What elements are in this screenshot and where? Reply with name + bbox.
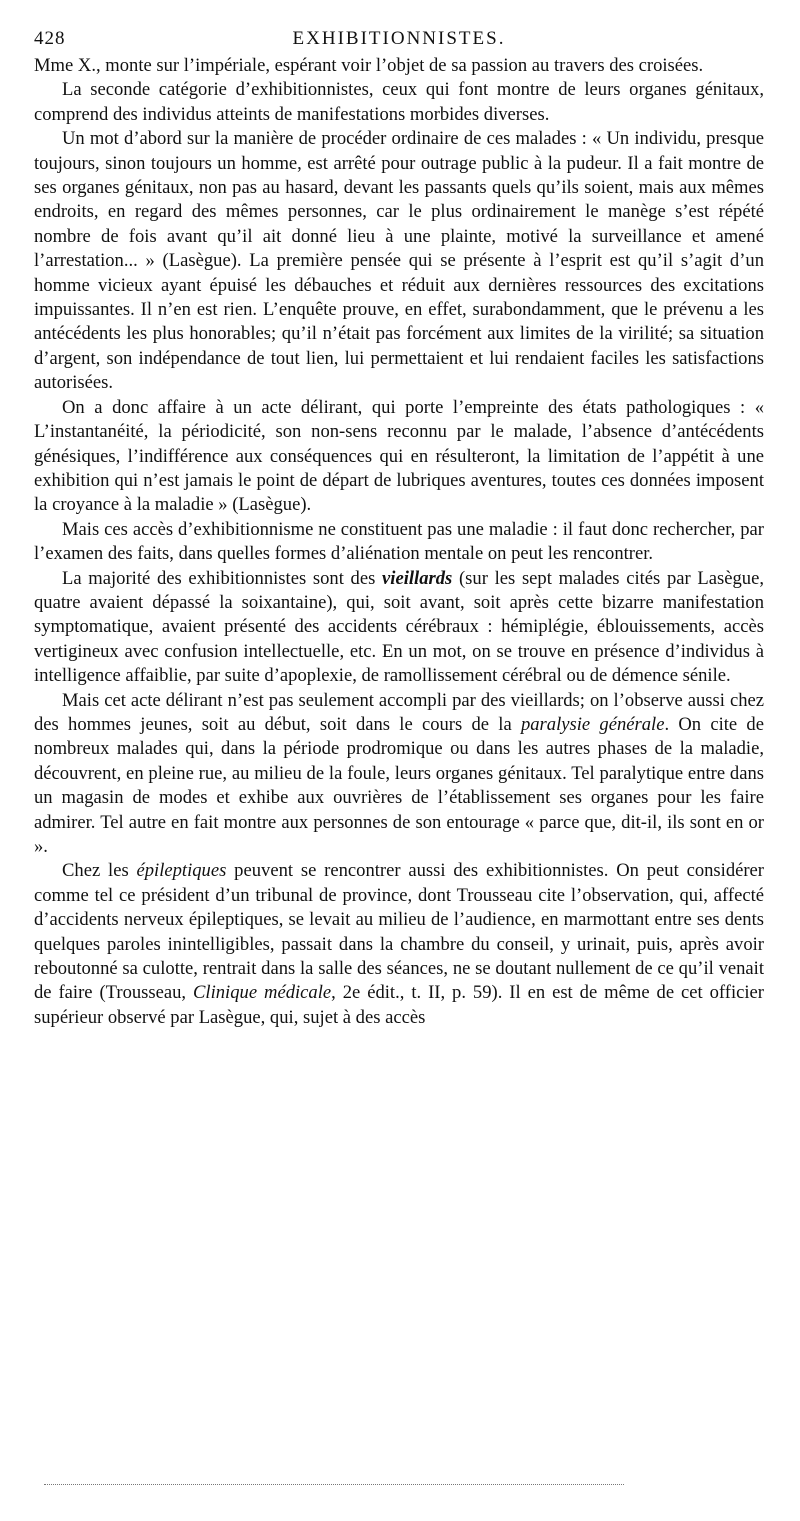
text-span: Mais cet acte délirant n’est pas seulement accompli par des vieillards; on l’observe aussi chez des hommes jeunes, soit au début, soit dans le cours de la bbox=[34, 689, 764, 735]
text-span: Chez les bbox=[62, 860, 137, 882]
page-header bbox=[34, 28, 764, 54]
text-span: peuvent se rencontrer aussi des exhibitionnistes. On peut considérer comme tel ce président d’un tribunal de province, dont Trousseau cite l’observation, qui, affecté d’accidents nerveux épileptiques, se levait au milieu de l’audience, en marmottant entre ses dents quelques paroles inintelligibles, passait dans la chambre du conseil, y urinait, puis, après avoir reboutonné sa culotte, rentrait dans la salle des séances, ne se doutant nullement de ce qu’il venait de faire (Trousseau, bbox=[34, 860, 765, 1004]
paragraph bbox=[34, 689, 764, 860]
text-span: (sur les sept malades cités par Lasègue, quatre avaient dépassé la soixantaine), qui, soit avant, soit après cette bizarre manifestation symptomatique, avaient présenté des accidents cérébraux : hémiplégie, éblouissements, accès vertigineux avec confusion intellectuelle, etc. En un mot, on se trouve en présence d’individus à intelligence affaiblie, par suite d’apoplexie, de ramollissement cérébral ou de démence sénile. bbox=[34, 567, 764, 687]
emphasis-term: paralysie générale bbox=[520, 713, 665, 735]
text-span: , 2e édit., t. II, p. 59). Il en est de même de cet officier supérieur observé par Lasègue, qui, sujet à des accès bbox=[34, 982, 764, 1028]
paragraph bbox=[34, 859, 764, 1030]
text-span: On a donc affaire à un acte délirant, qui porte l’empreinte des états pathologiques : « L’instantanéité, la périodicité, son non-sens reconnu par le malade, l’absence d’antécédents génésiques, l’indifférence aux conséquences qui en résulteront, la limitation de l’appétit à une exhibition qui n’est jamais le point de départ de lubriques aventures, toutes ces données imposent la croyance à la maladie » (Lasègue). bbox=[34, 396, 764, 516]
text-span: Mme X., monte sur l’impériale, espérant voir l’objet de sa passion au travers des croisées. bbox=[34, 55, 704, 76]
page-number: 428 bbox=[34, 28, 66, 49]
citation-title: Clinique médicale bbox=[193, 982, 332, 1004]
running-title: EXHIBITIONNISTES. bbox=[292, 28, 506, 49]
emphasis-term: vieillards bbox=[382, 567, 453, 589]
paragraph bbox=[34, 396, 764, 518]
emphasis-term: épileptiques bbox=[136, 860, 227, 882]
text-span: Un mot d’abord sur la manière de procéder ordinaire de ces malades : « Un individu, presque toujours, sinon toujours un homme, est arrêté pour outrage public à la pudeur. Il a fait montre de ses organes génitaux, non pas au hasard, devant les passants quels qu’ils soient, mais aux mêmes endroits, en regard des mêmes personnes, car le plus ordinairement le manège s’est répété nombre de fois avant qu’il ait donné lieu à une plainte, motivé la surveillance et amené l’arrestation... » (Lasègue). La première pensée qui se présente à l’esprit est qu’il s’agit d’un homme vicieux ayant épuisé les débauches et réduit aux dernières ressources des excitations impuissantes. Il n’en est rien. L’enquête prouve, en effet, surabondamment, que le prévenu a les antécédents les plus honorables; qu’il n’était pas forcément aux limites de la virilité; sa situation d’argent, son indépendance de tout lien, lui permettaient et lui rendaient faciles les satisfactions autorisées. bbox=[34, 128, 764, 394]
paragraph bbox=[34, 78, 764, 127]
body-text bbox=[34, 54, 764, 1030]
text-span: Mais ces accès d’exhibitionnisme ne constituent pas une maladie : il faut donc rechercher, par l’examen des faits, dans quelles formes d’aliénation mentale on peut les rencontrer. bbox=[34, 518, 764, 565]
text-span: La majorité des exhibitionnistes sont des bbox=[62, 567, 383, 589]
text-span: La seconde catégorie d’exhibitionnistes, ceux qui font montre de leurs organes génitaux, comprend des individus atteints de manifestations morbides diverses. bbox=[34, 79, 764, 125]
paragraph bbox=[34, 567, 764, 689]
text-span: . On cite de nombreux malades qui, dans la période prodromique ou dans les autres phases de la maladie, découvrent, en pleine rue, au milieu de la foule, leurs organes génitaux. Tel paralytique entre dans un magasin de modes et exhibe aux ouvrières de l’établissement ses organes pour les faire admirer. Tel autre en fait montre aux personnes de son entourage « parce que, dit-il, ils sont en or ». bbox=[34, 713, 764, 857]
book-page bbox=[34, 28, 764, 1030]
paragraph bbox=[34, 127, 764, 395]
paragraph bbox=[34, 518, 764, 567]
paragraph bbox=[34, 54, 764, 78]
footer-dotted-rule bbox=[44, 1484, 624, 1485]
